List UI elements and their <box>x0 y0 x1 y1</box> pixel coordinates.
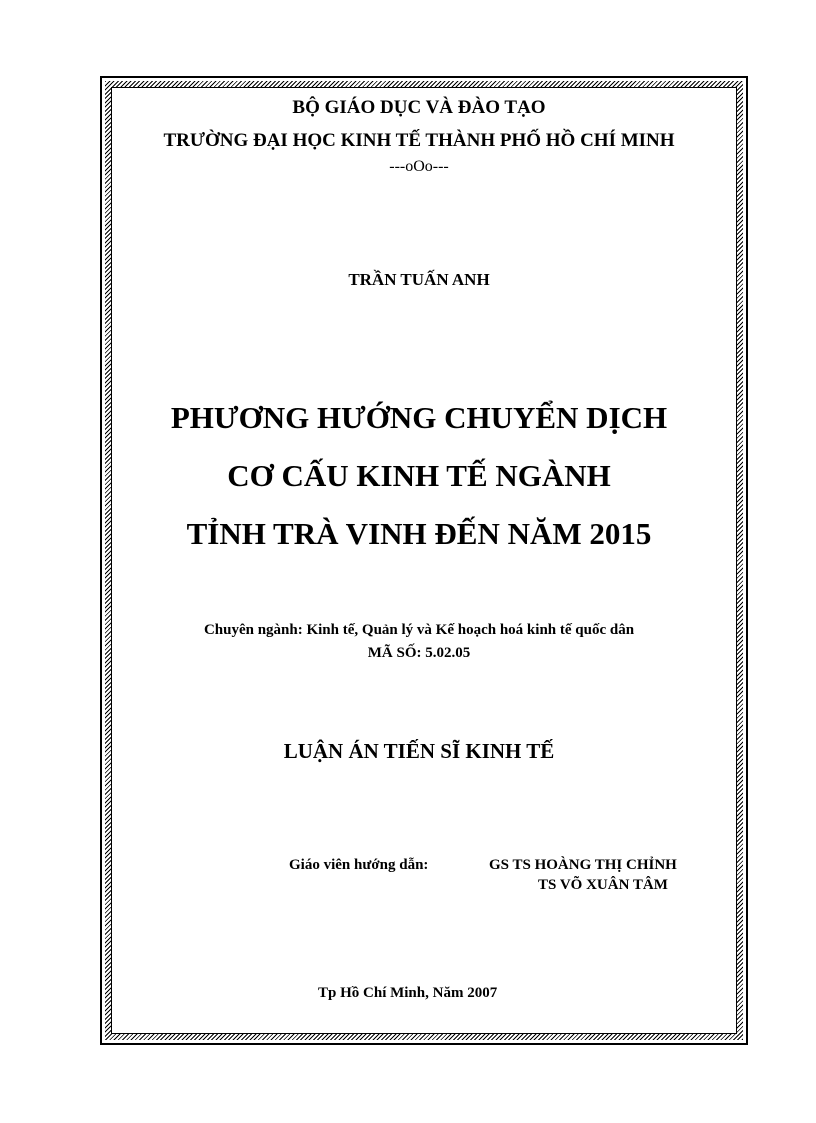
header-ornament: ---oOo--- <box>389 158 449 175</box>
major-field: Chuyên ngành: Kinh tế, Quản lý và Kế hoạch hoá kinh tế quốc dân <box>203 622 635 638</box>
major-code: MÃ SỐ: 5.02.05 <box>367 645 471 661</box>
thesis-title-line-2: CƠ CẤU KINH TẾ NGÀNH <box>227 458 611 493</box>
degree-title: LUẬN ÁN TIẾN SĨ KINH TẾ <box>283 739 555 763</box>
supervisor-primary: GS TS HOÀNG THỊ CHỈNH <box>489 857 677 873</box>
university-name: TRƯỜNG ĐẠI HỌC KINH TẾ THÀNH PHỐ HỒ CHÍ MINH <box>163 130 675 151</box>
ministry-name: BỘ GIÁO DỤC VÀ ĐÀO TẠO <box>292 97 546 118</box>
place-and-year: Tp Hồ Chí Minh, Năm 2007 <box>318 985 498 1001</box>
supervisor-label: Giáo viên hướng dẫn: <box>289 857 429 873</box>
supervisor-secondary: TS VÕ XUÂN TÂM <box>538 877 668 893</box>
author-name: TRẦN TUẤN ANH <box>348 270 490 289</box>
thesis-title-line-1: PHƯƠNG HƯỚNG CHUYỂN DỊCH <box>170 400 668 435</box>
page-border <box>100 76 748 1045</box>
thesis-title-line-3: TỈNH TRÀ VINH ĐẾN NĂM 2015 <box>186 516 652 551</box>
